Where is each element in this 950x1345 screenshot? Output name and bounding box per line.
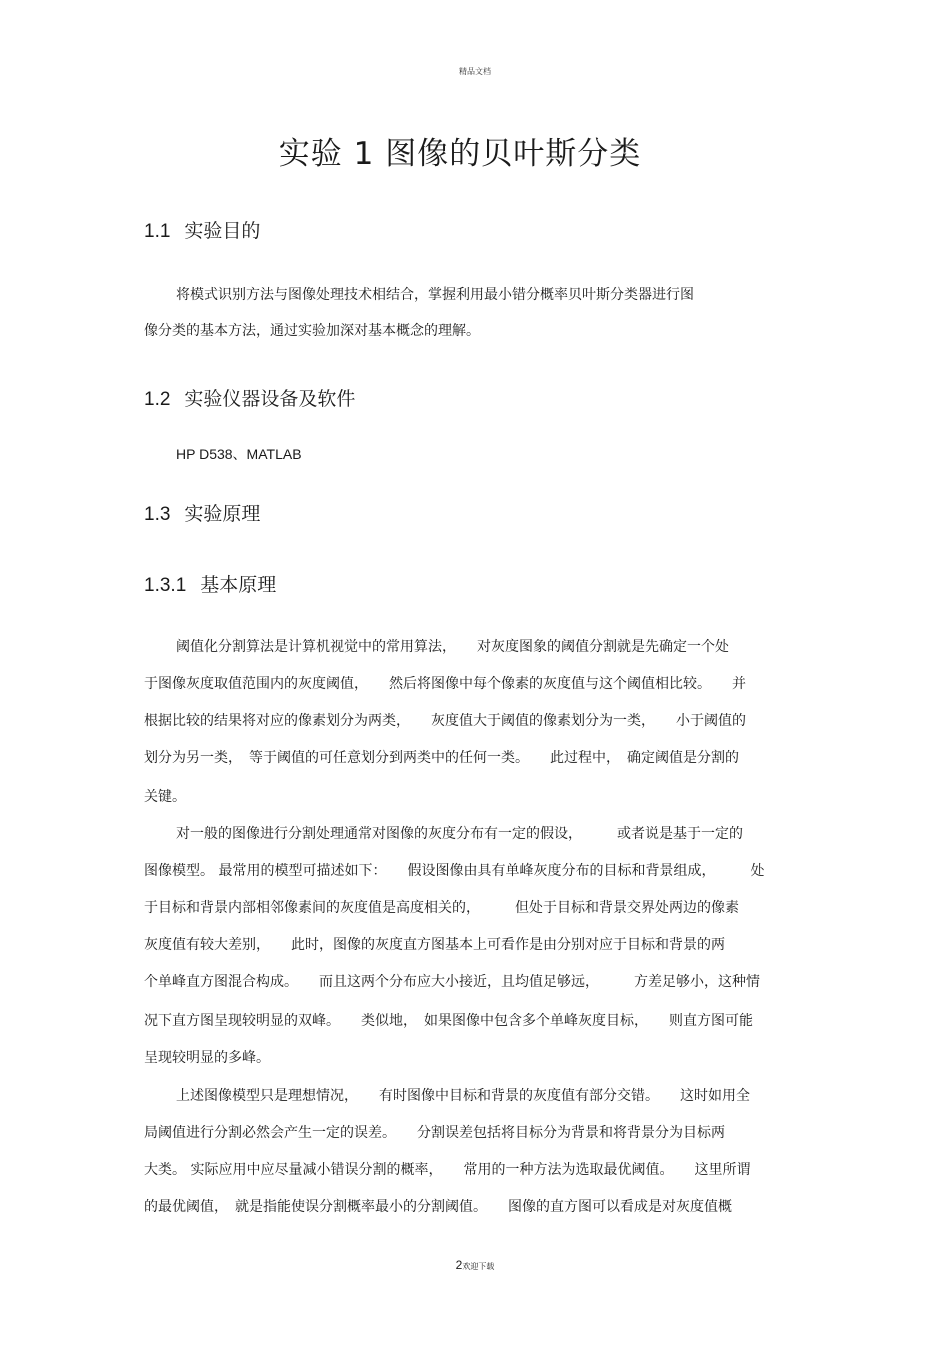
paragraph-2-line: 图像模型。 最常用的模型可描述如下： 假设图像由具有单峰灰度分布的目标和背景组成， 处 [144,863,765,879]
page-number: 2 [455,1258,463,1272]
section-title: 基本原理 [200,574,277,596]
paragraph-2-line: 呈现较明显的多峰。 [144,1050,270,1066]
paragraph-2-line: 对一般的图像进行分割处理通常对图像的灰度分布有一定的假设， 或者说是基于一定的 [176,826,743,842]
paragraph-1-line: 根据比较的结果将对应的像素划分为两类， 灰度值大于阈值的像素划分为一类， 小于阈值的 [144,713,746,729]
paragraph-2-line: 况下直方图呈现较明显的双峰。 类似地， 如果图像中包含多个单峰灰度目标， 则直方图可能 [144,1013,753,1029]
paragraph-1-line: 于图像灰度取值范围内的灰度阈值， 然后将图像中每个像素的灰度值与这个阈值相比较。 并 [144,676,746,692]
paragraph-3-line: 的最优阈值， 就是指能使误分割概率最小的分割阈值。 图像的直方图可以看成是对灰度值概 [144,1199,732,1215]
paragraph-1-line: 关键。 [144,789,186,805]
section-number: 1.3.1 [144,575,187,596]
purpose-line-2: 像分类的基本方法，通过实验加深对基本概念的理解。 [144,323,480,339]
section-title: 实验原理 [184,503,261,525]
equipment-text: HP D538、MATLAB [176,446,302,462]
section-title: 实验目的 [184,220,261,242]
section-heading-1-1 [144,216,260,243]
page-footer [0,1258,950,1272]
paragraph-1-line: 划分为另一类， 等于阈值的可任意划分到两类中的任何一类。 此过程中， 确定阈值是分割的 [144,750,739,766]
purpose-line-1: 将模式识别方法与图像处理技术相结合，掌握利用最小错分概率贝叶斯分类器进行图 [176,287,694,303]
paragraph-3-line: 局阈值进行分割必然会产生一定的误差。 分割误差包括将目标分为背景和将背景分为目标两 [144,1125,725,1141]
section-heading-1-2 [144,384,355,411]
footer-note: 欢迎下载 [462,1262,495,1271]
header-note: 精品文档 [459,67,491,76]
section-heading-1-3 [144,499,260,526]
section-number: 1.2 [144,389,171,410]
document-title: 实验 1 图像的贝叶斯分类 [278,136,642,172]
paragraph-2-line: 灰度值有较大差别， 此时，图像的灰度直方图基本上可看作是由分别对应于目标和背景的两 [144,937,725,953]
paragraph-2-line: 于目标和背景内部相邻像素间的灰度值是高度相关的， 但处于目标和背景交界处两边的像素 [144,900,739,916]
paragraph-3-line: 上述图像模型只是理想情况， 有时图像中目标和背景的灰度值有部分交错。 这时如用全 [176,1088,750,1104]
paragraph-2-line: 个单峰直方图混合构成。 而且这两个分布应大小接近，且均值足够远， 方差足够小，这种情 [144,974,760,990]
paragraph-3-line: 大类。 实际应用中应尽量减小错误分割的概率， 常用的一种方法为选取最优阈值。 这里所谓 [144,1162,751,1178]
section-heading-1-3-1 [144,570,276,597]
section-number: 1.1 [144,221,171,242]
section-number: 1.3 [144,504,171,525]
section-title: 实验仪器设备及软件 [184,388,356,410]
paragraph-1-line: 阈值化分割算法是计算机视觉中的常用算法， 对灰度图象的阈值分割就是先确定一个处 [176,639,729,655]
